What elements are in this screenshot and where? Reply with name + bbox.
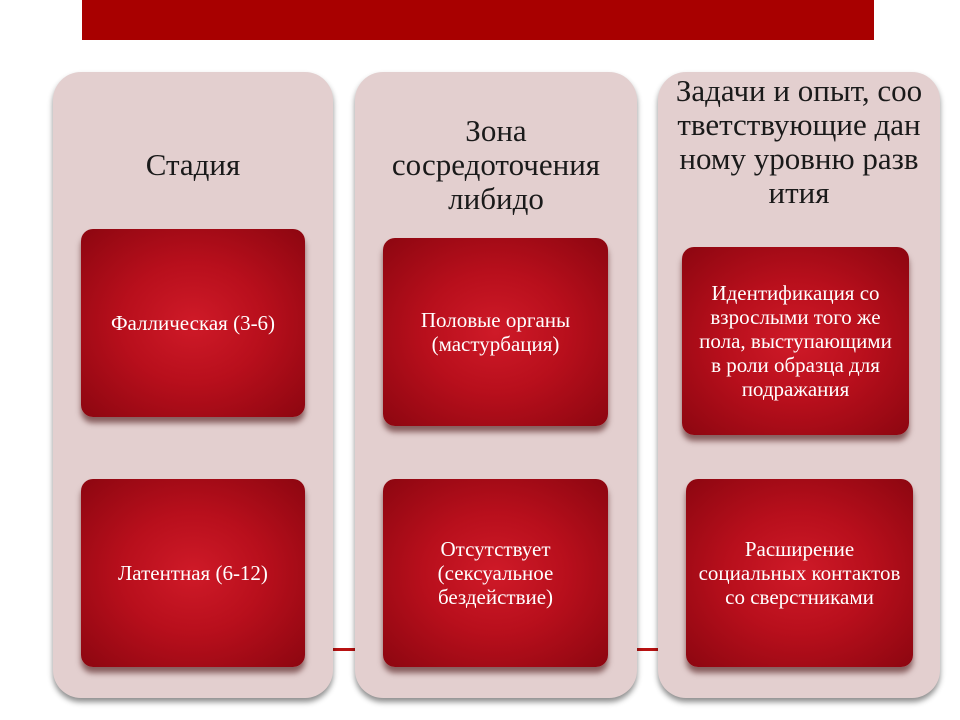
column-header-stage: Стадия bbox=[145, 147, 241, 182]
zone-box-absent bbox=[383, 479, 608, 667]
column-header-tasks: Задачи и опыт, соответствующие данному уровню развития bbox=[675, 73, 923, 210]
column-header-libido-zone: Зона сосредоточения либидо bbox=[391, 113, 601, 216]
zone-box-absent-label: Отсутствует (сексуальное бездействие) bbox=[437, 537, 554, 609]
stage-box-latent bbox=[81, 479, 305, 667]
task-box-social-contacts bbox=[686, 479, 913, 667]
task-box-social-contacts-label: Расширение социальных контактов со сверстниками bbox=[698, 537, 901, 609]
top-banner-bar bbox=[82, 0, 874, 40]
stage-box-phallic bbox=[81, 229, 305, 417]
zone-box-genitals-label: Половые органы (мастурбация) bbox=[420, 308, 571, 356]
zone-box-genitals bbox=[383, 238, 608, 426]
task-box-identification bbox=[682, 247, 909, 435]
stage-box-phallic-label: Фаллическая (3-6) bbox=[110, 311, 276, 335]
stage-box-latent-label: Латентная (6-12) bbox=[118, 561, 268, 585]
task-box-identification-label: Идентификация со взрослыми того же пола, выступающими в роли образца для подражания bbox=[699, 281, 892, 401]
